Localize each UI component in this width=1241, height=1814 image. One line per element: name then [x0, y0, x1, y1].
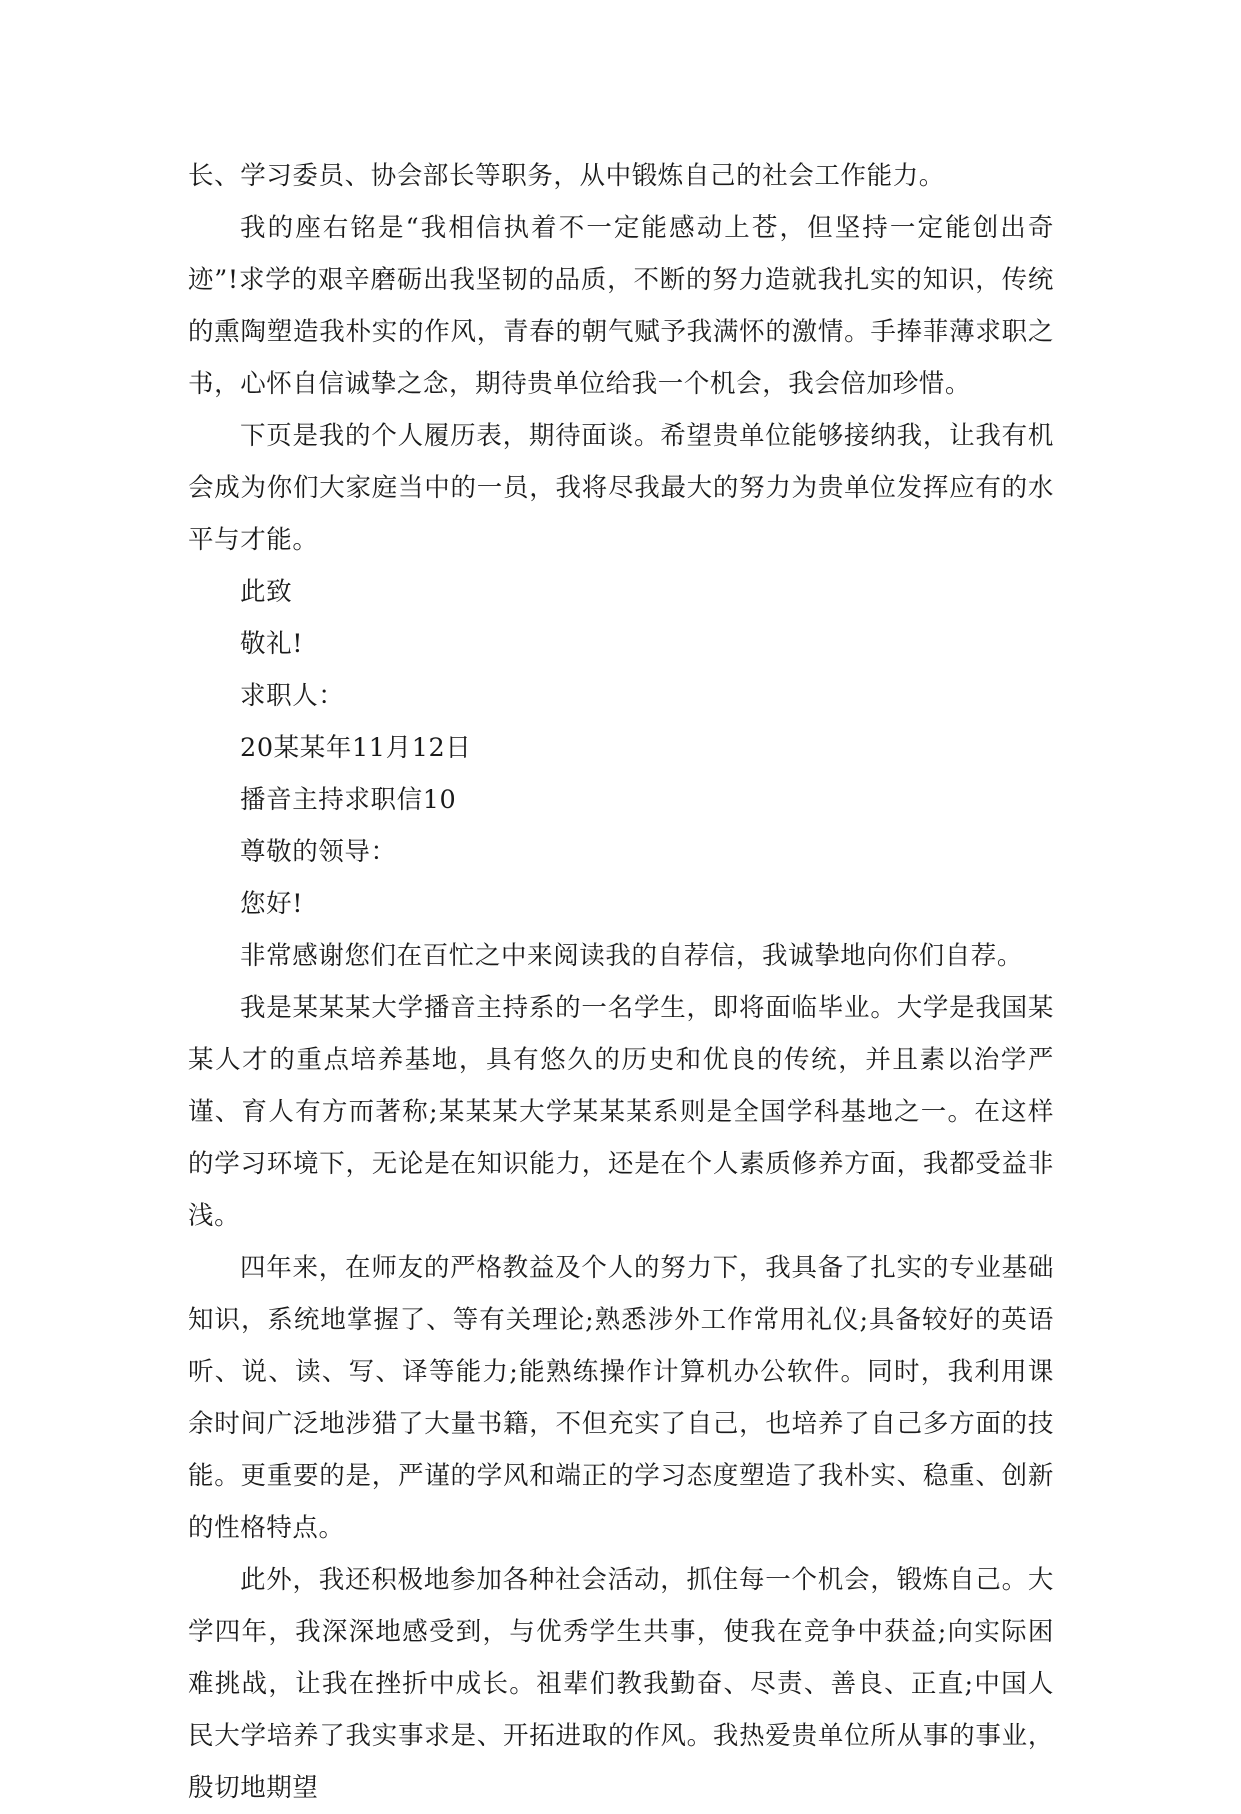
paragraph-skills: 四年来，在师友的严格教益及个人的努力下，我具备了扎实的专业基础知识，系统地掌握了、等有关理论;熟悉涉外工作常用礼仪;具备较好的英语听、说、读、写、译等能力;能熟练操作计算机办公软件。同时，我利用课余时间广泛地涉猎了大量书籍，不但充实了自己，也培养了自己多方面的技能。更重要的是，严谨的学风和端正的学习态度塑造了我朴实、稳重、创新的性格特点。	[188, 1253, 1054, 1543]
paragraph-motto: 我的座右铭是“我相信执着不一定能感动上苍，但坚持一定能创出奇迹”!求学的艰辛磨砺出我坚韧的品质，不断的努力造就我扎实的知识，传统的熏陶塑造我朴实的作风，青春的朝气赋予我满怀的激情。手捧菲薄求职之书，心怀自信诚挚之念，期待贵单位给我一个机会，我会倍加珍惜。	[188, 213, 1054, 399]
paragraph-continued: 长、学习委员、协会部长等职务，从中锻炼自己的社会工作能力。	[188, 161, 945, 191]
paragraph-interview: 下页是我的个人履历表，期待面谈。希望贵单位能够接纳我，让我有机会成为你们大家庭当中的一员，我将尽我最大的努力为贵单位发挥应有的水平与才能。	[188, 421, 1054, 555]
applicant-label: 求职人：	[240, 681, 345, 711]
closing-cizhi: 此致	[240, 577, 293, 607]
greeting: 您好!	[240, 889, 304, 919]
letter-date: 20某某年11月12日	[240, 733, 472, 763]
paragraph-introduction: 我是某某某大学播音主持系的一名学生，即将面临毕业。大学是我国某某人才的重点培养基地，具有悠久的历史和优良的传统，并且素以治学严谨、育人有方而著称;某某某大学某某某系则是全国学科基地之一。在这样的学习环境下，无论是在知识能力，还是在个人素质修养方面，我都受益非浅。	[188, 993, 1054, 1231]
document-body	[188, 150, 1054, 1814]
salutation: 尊敬的领导：	[240, 837, 397, 867]
closing-jingli: 敬礼!	[240, 629, 304, 659]
letter-heading: 播音主持求职信10	[240, 785, 457, 815]
paragraph-activities: 此外，我还积极地参加各种社会活动，抓住每一个机会，锻炼自己。大学四年，我深深地感受到，与优秀学生共事，使我在竞争中获益;向实际困难挑战，让我在挫折中成长。祖辈们教我勤奋、尽责、善良、正直;中国人民大学培养了我实事求是、开拓进取的作风。我热爱贵单位所从事的事业，殷切地期望	[188, 1565, 1054, 1803]
paragraph-thanks: 非常感谢您们在百忙之中来阅读我的自荐信，我诚挚地向你们自荐。	[240, 941, 1024, 971]
